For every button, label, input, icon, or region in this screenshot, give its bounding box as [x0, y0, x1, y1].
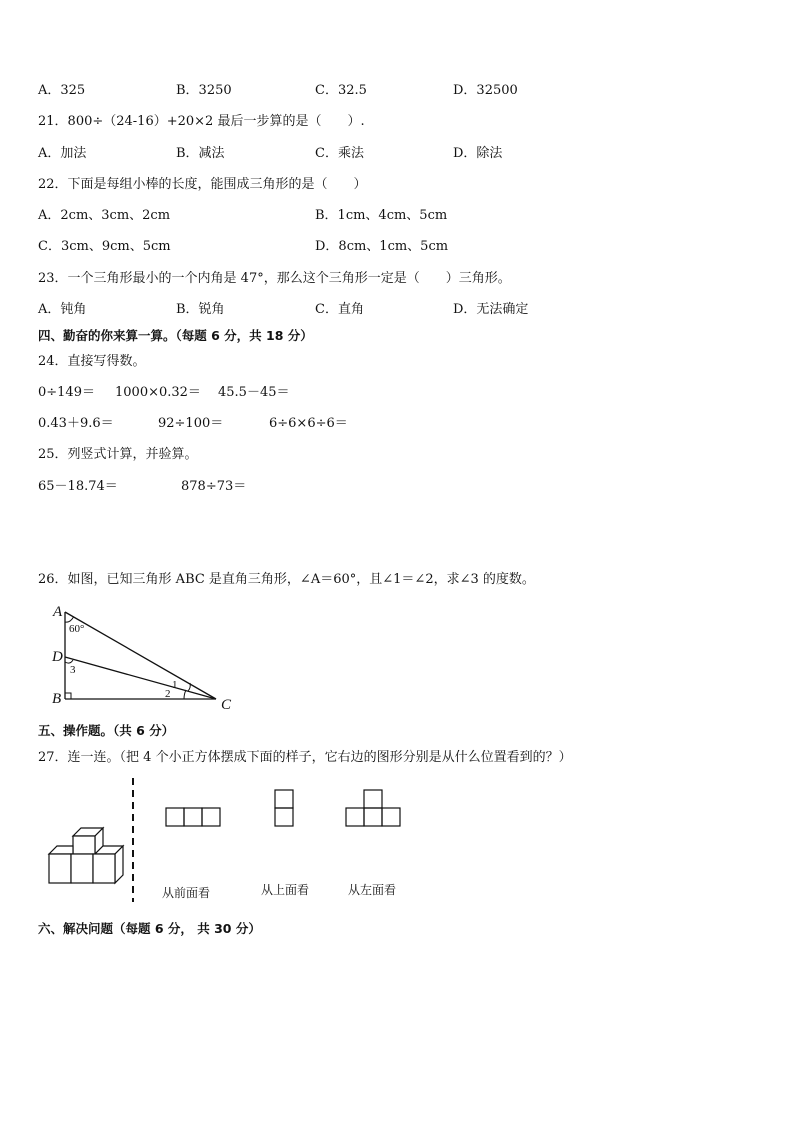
- q22-option-a[interactable]: A．2cm、3cm、2cm: [38, 208, 171, 223]
- angle-2-arc: [184, 690, 186, 699]
- label-c: C: [221, 697, 232, 713]
- q26-stem: 26．如图，已知三角形 ABC 是直角三角形，∠A＝60°，且∠1＝∠2，求∠3 的度数。: [38, 572, 535, 587]
- q24-item-5: 92÷100＝: [158, 416, 224, 431]
- q24-stem: 24．直接写得数。: [38, 354, 146, 369]
- angle-a-label: 60°: [69, 623, 85, 635]
- q22-option-b[interactable]: B．1cm、4cm、5cm: [315, 208, 448, 223]
- q23-option-b[interactable]: B．锐角: [176, 302, 225, 317]
- view-label-front[interactable]: 从前面看: [162, 886, 211, 900]
- left-cube-top-face: [49, 846, 73, 854]
- dashed-divider: [130, 778, 136, 902]
- q20-option-b[interactable]: B．3250: [176, 83, 232, 98]
- angle-3-label: 3: [70, 664, 76, 676]
- q24-item-3: 45.5－45＝: [218, 385, 290, 400]
- q24-item-4: 0.43＋9.6＝: [38, 416, 114, 431]
- view-label-left[interactable]: 从左面看: [348, 883, 397, 897]
- q25-item-1: 65－18.74＝: [38, 479, 118, 494]
- q27-stem: 27．连一连。（把 4 个小正方体摆成下面的样子，它右边的图形分别是从什么位置看到的？）: [38, 750, 572, 765]
- section-6-title: 六、解决问题（每题 6 分， 共 30 分）: [38, 921, 261, 936]
- q23-option-a[interactable]: A．钝角: [38, 302, 87, 317]
- q24-item-1: 0÷149＝: [38, 385, 95, 400]
- front-view-figure: [164, 806, 222, 828]
- section-5-title: 五、操作题。（共 6 分）: [38, 723, 175, 738]
- q22-option-d[interactable]: D．8cm、1cm、5cm: [315, 239, 449, 254]
- q24-item-2: 1000×0.32＝: [115, 385, 201, 400]
- section-4-title: 四、勤奋的你来算一算。（每题 6 分，共 18 分）: [38, 328, 313, 343]
- bottom-cube-3: [93, 854, 115, 883]
- q25-item-2: 878÷73＝: [181, 479, 247, 494]
- q21-option-c[interactable]: C．乘法: [315, 146, 364, 161]
- label-a: A: [53, 604, 63, 620]
- q23-option-c[interactable]: C．直角: [315, 302, 364, 317]
- side-ac: [65, 612, 216, 699]
- angle-a-arc: [65, 617, 74, 622]
- angle-3-arc: [65, 660, 73, 663]
- q23-option-d[interactable]: D．无法确定: [453, 302, 529, 317]
- right-angle-mark: [65, 693, 71, 699]
- triangle-figure: [50, 598, 245, 714]
- q21-stem: 21．800÷（24-16）+20×2 最后一步算的是（ ）.: [38, 114, 365, 129]
- q22-option-c[interactable]: C．3cm、9cm、5cm: [38, 239, 171, 254]
- view-label-top[interactable]: 从上面看: [261, 883, 310, 897]
- left-view-figure: [344, 788, 402, 828]
- cube-stack-figure: [44, 822, 126, 888]
- q22-stem: 22．下面是每组小棒的长度，能围成三角形的是（ ）: [38, 177, 367, 192]
- bottom-cube-1: [49, 854, 71, 883]
- top-view-figure: [273, 788, 295, 828]
- angle-2-label: 2: [165, 688, 171, 700]
- label-d: D: [52, 649, 63, 665]
- q21-option-a[interactable]: A．加法: [38, 146, 87, 161]
- q20-option-a[interactable]: A．325: [38, 83, 86, 98]
- label-b: B: [52, 691, 62, 707]
- angle-1-label: 1: [172, 679, 178, 691]
- q24-item-6: 6÷6×6÷6＝: [269, 416, 348, 431]
- q21-option-b[interactable]: B．减法: [176, 146, 225, 161]
- q20-option-c[interactable]: C．32.5: [315, 83, 367, 98]
- top-cube-front-face: [73, 836, 95, 854]
- bottom-cube-2: [71, 854, 93, 883]
- q23-stem: 23．一个三角形最小的一个内角是 47°，那么这个三角形一定是（ ）三角形。: [38, 271, 511, 286]
- segment-dc: [65, 657, 216, 699]
- q25-stem: 25．列竖式计算，并验算。: [38, 447, 198, 462]
- q20-option-d[interactable]: D．32500: [453, 83, 518, 98]
- q21-option-d[interactable]: D．除法: [453, 146, 503, 161]
